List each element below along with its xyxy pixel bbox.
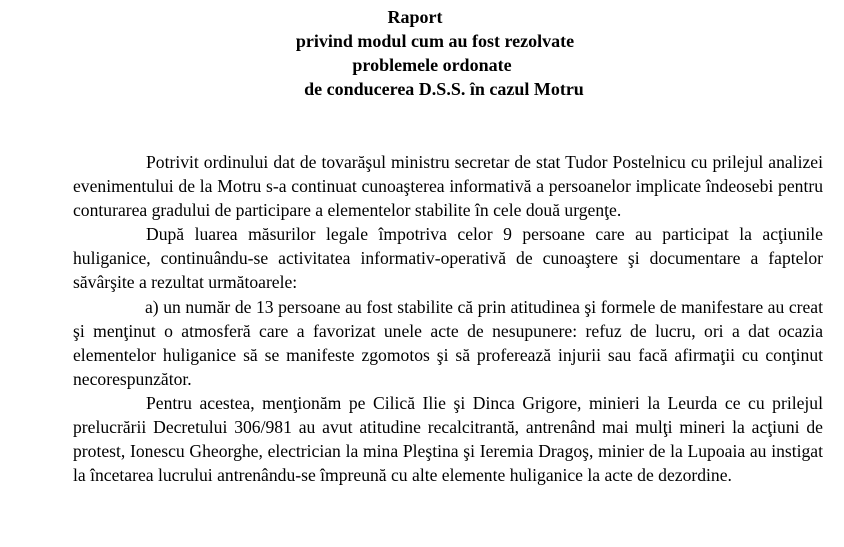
report-title — [0, 5, 844, 101]
paragraph-4: Pentru acestea, menţionăm pe Cilică Ilie şi Dinca Grigore, minieri la Leurda ce cu prilejul prelucrării Decretului 306/981 au avut atitudine recalcitrantă, antrenând mai mulţi mineri la acţiuni de protest, Ionescu Gheorghe, electrician la mina Pleştina şi Ieremia Dragoş, minier de la Lupoaia au instigat la încetarea lucrului antrenându-se împreună cu alte elemente huliganice la acte de dezordine. — [73, 392, 823, 486]
title-line-4: de conducerea D.S.S. în cazul Motru — [304, 79, 584, 99]
title-line-3: problemele ordonate — [352, 55, 512, 75]
title-line-2: privind modul cum au fost rezolvate — [295, 31, 575, 51]
paragraph-2: După luarea măsurilor legale împotriva celor 9 persoane care au participat la acţiunile huliganice, continuându-se activitatea informativ-operativă de cunoaştere şi documentare a faptelor săvârşite a rezultat următoarele: — [73, 224, 823, 293]
title-line-1: Raport — [387, 7, 443, 27]
paragraph-item-a: a) un număr de 13 persoane au fost stabilite că prin atitudinea şi formele de manifestare au creat şi menţinut o atmosferă care a favorizat unele acte de nesupunere: refuz de lucru, ori a dat ocazia elementelor huliganice să se manifeste zgomotos şi să proferează injurii sau facă afirmaţii cu conţinut necorespunzător. — [73, 296, 823, 389]
report-body — [73, 150, 823, 487]
paragraph-1: Potrivit ordinului dat de tovarăşul ministru secretar de stat Tudor Postelnicu cu prilejul analizei evenimentului de la Motru s-a continuat cunoaşterea informativă a persoanelor implicate îndeosebi pentru conturarea gradului de participare a elementelor stabilite în cele două urgenţe. — [73, 152, 823, 221]
